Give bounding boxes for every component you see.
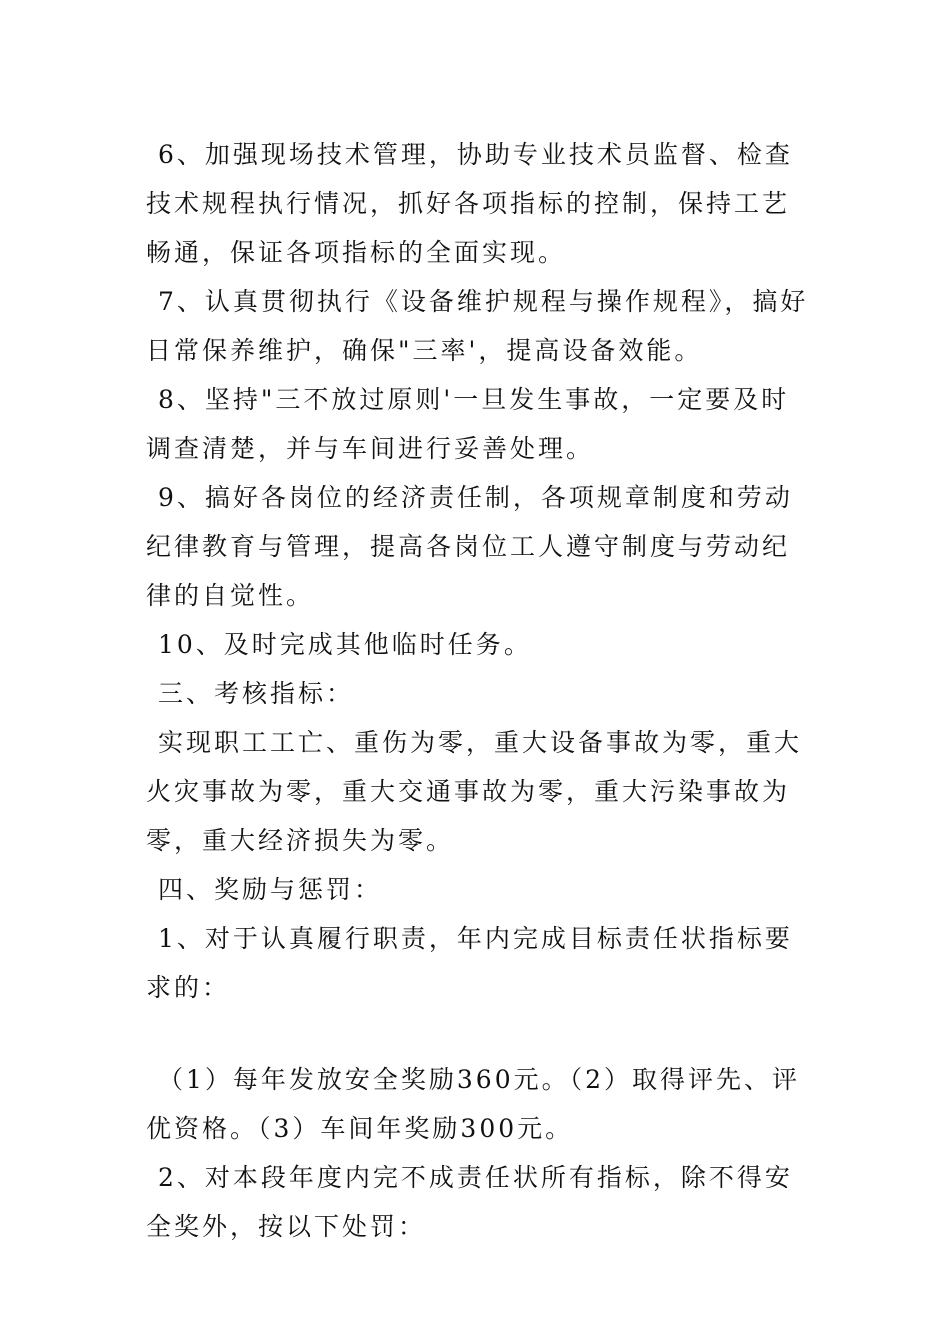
paragraph-item-6: 6、加强现场技术管理，协助专业技术员监督、检查技术规程执行情况，抓好各项指标的控制，保持工艺畅通，保证各项指标的全面实现。 [146,140,793,267]
document-body [146,130,810,1251]
section-heading-rewards-penalties: 四、奖励与惩罚： [158,875,383,904]
reward-details-text: （1）每年发放安全奖励360元。（2）取得评先、评优资格。（3）车间年奖励300元。 [146,1065,801,1143]
penalty-condition-item-2: 2、对本段年度内完不成责任状所有指标，除不得安全奖外，按以下处罚： [146,1163,793,1241]
paragraph-item-7: 7、认真贯彻执行《设备维护规程与操作规程》，搞好日常保养维护，确保"三率'，提高设备效能。 [146,287,809,365]
reward-condition-item-1: 1、对于认真履行职责，年内完成目标责任状指标要求的： [146,924,793,1002]
paragraph-item-8: 8、坚持"三不放过原则'一旦发生事故，一定要及时调查清楚，并与车间进行妥善处理。 [146,385,790,463]
section-heading-assessment: 三、考核指标： [158,679,355,708]
paragraph-item-9: 9、搞好各岗位的经济责任制，各项规章制度和劳动纪律教育与管理，提高各岗位工人遵守制度与劳动纪律的自觉性。 [146,483,793,610]
paragraph-item-10: 10、及时完成其他临时任务。 [158,630,532,659]
assessment-targets-text: 实现职工工亡、重伤为零，重大设备事故为零，重大火灾事故为零，重大交通事故为零，重大污染事故为零，重大经济损失为零。 [146,728,803,855]
